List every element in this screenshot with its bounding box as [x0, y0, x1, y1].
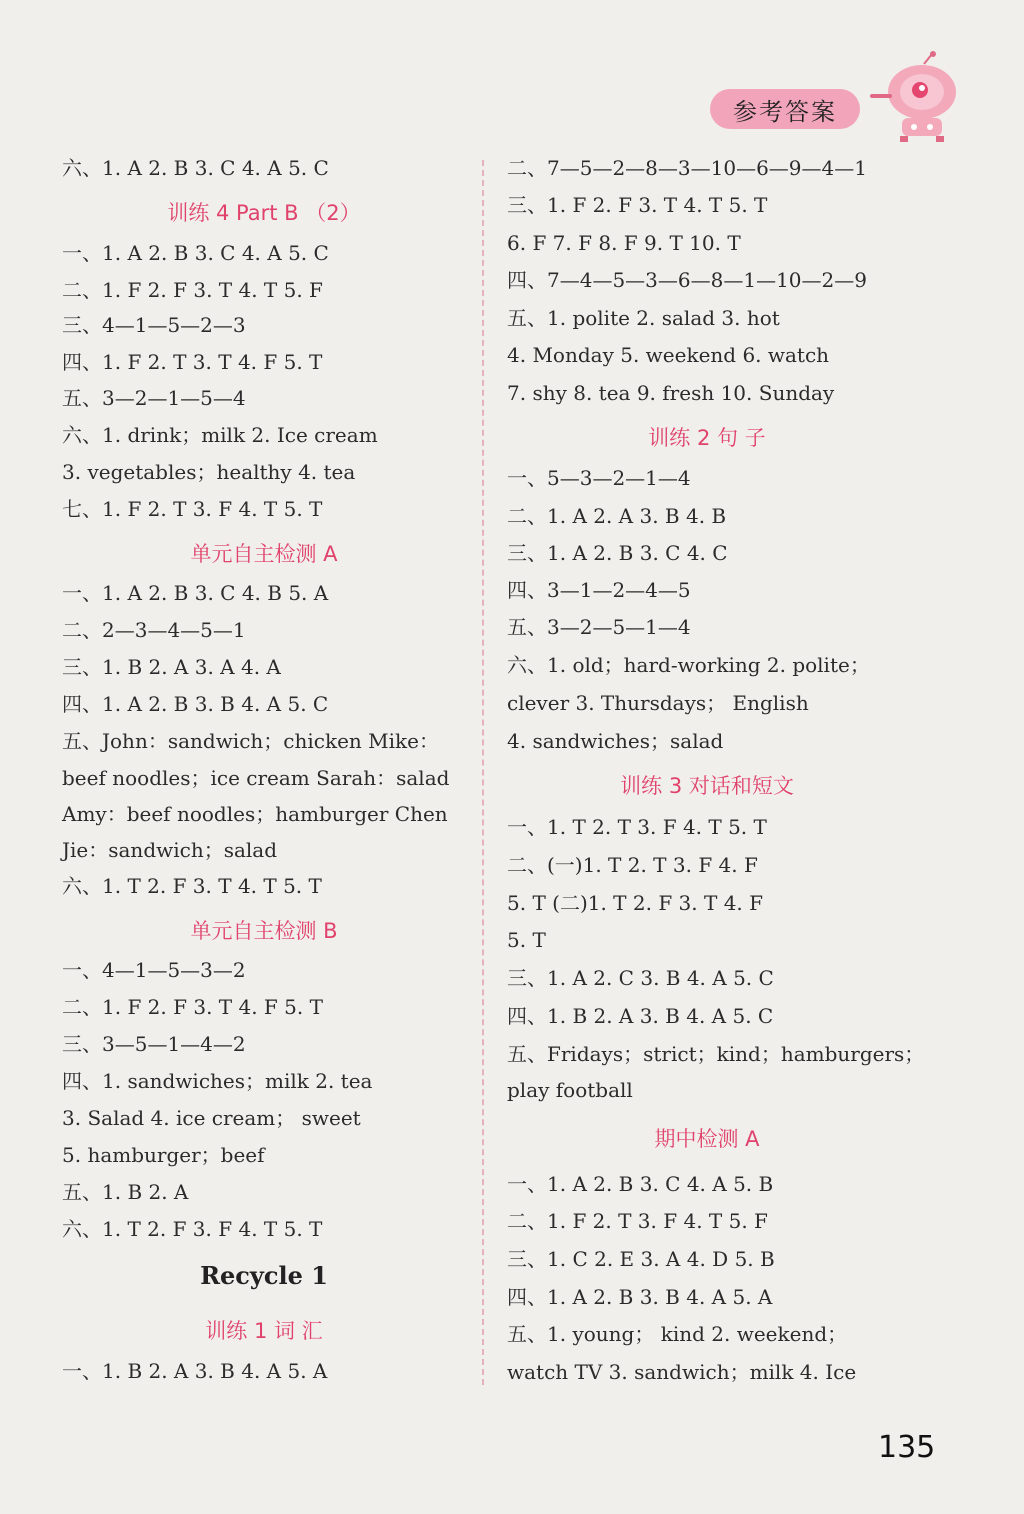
- section-heading: 期中检测 A: [654, 1127, 760, 1151]
- answer-line: 一、1. T 2. T 3. F 4. T 5. T: [507, 815, 767, 839]
- answer-line: 六、1. T 2. F 3. T 4. T 5. T: [62, 874, 322, 898]
- answer-line: 二、7—5—2—8—3—10—6—9—4—1: [507, 156, 867, 180]
- answer-line: 4. Monday 5. weekend 6. watch: [507, 343, 830, 367]
- answer-line: play football: [507, 1078, 633, 1102]
- section-heading: 训练 1 词 汇: [205, 1319, 323, 1343]
- section-heading: 训练 2 句 子: [648, 426, 766, 450]
- answer-line: 六、1. A 2. B 3. C 4. A 5. C: [62, 156, 329, 180]
- answer-line: 六、1. T 2. F 3. F 4. T 5. T: [62, 1217, 323, 1241]
- answer-line: Amy：beef noodles；hamburger Chen: [62, 802, 448, 826]
- answer-line: 四、1. sandwiches；milk 2. tea: [62, 1069, 373, 1093]
- answer-line: 一、1. A 2. B 3. C 4. B 5. A: [62, 581, 329, 605]
- answers-badge: 参考答案: [710, 89, 860, 129]
- answer-line: 五、Fridays；strict；kind；hamburgers；: [507, 1042, 925, 1066]
- answer-line: 三、1. A 2. C 3. B 4. A 5. C: [507, 966, 774, 990]
- answer-line: 五、1. B 2. A: [62, 1180, 189, 1204]
- column-divider: [482, 160, 484, 1385]
- answer-line: 四、1. B 2. A 3. B 4. A 5. C: [507, 1004, 774, 1028]
- answer-line: 四、1. A 2. B 3. B 4. A 5. A: [507, 1285, 773, 1309]
- answer-line: 四、3—1—2—4—5: [507, 578, 691, 602]
- answer-line: 4. sandwiches；salad: [507, 729, 724, 753]
- answer-line: 二、(一)1. T 2. T 3. F 4. F: [507, 853, 758, 877]
- answer-line: 6. F 7. F 8. F 9. T 10. T: [507, 231, 741, 255]
- answer-line: 7. shy 8. tea 9. fresh 10. Sunday: [507, 381, 835, 405]
- robot-mascot-icon: [862, 50, 972, 145]
- answer-line: 5. T: [507, 928, 546, 952]
- answer-line: 四、1. A 2. B 3. B 4. A 5. C: [62, 692, 329, 716]
- answer-line: 五、3—2—1—5—4: [62, 386, 246, 410]
- answer-line: beef noodles；ice cream Sarah：salad: [62, 766, 450, 790]
- answer-line: 二、1. F 2. F 3. T 4. F 5. T: [62, 995, 323, 1019]
- answer-line: 三、1. A 2. B 3. C 4. C: [507, 541, 728, 565]
- answer-line: 六、1. drink；milk 2. Ice cream: [62, 423, 378, 447]
- answer-line: 四、7—4—5—3—6—8—1—10—2—9: [507, 268, 867, 292]
- answer-line: 五、John：sandwich；chicken Mike：: [62, 729, 439, 753]
- answer-line: 五、1. young； kind 2. weekend；: [507, 1322, 848, 1346]
- answer-line: 一、1. B 2. A 3. B 4. A 5. A: [62, 1359, 328, 1383]
- answer-line: 六、1. old；hard-working 2. polite；: [507, 653, 870, 677]
- section-heading: 单元自主检测 B: [190, 919, 338, 943]
- answer-line: 一、4—1—5—3—2: [62, 958, 246, 982]
- answer-line: 一、5—3—2—1—4: [507, 466, 691, 490]
- answer-line: Jie：sandwich；salad: [62, 838, 278, 862]
- answer-line: 二、1. F 2. T 3. F 4. T 5. F: [507, 1209, 768, 1233]
- section-heading: 训练 4 Part B （2）: [167, 201, 361, 225]
- answer-line: 二、2—3—4—5—1: [62, 618, 246, 642]
- answer-line: 五、1. polite 2. salad 3. hot: [507, 306, 780, 330]
- answer-line: 5. hamburger；beef: [62, 1143, 265, 1167]
- section-heading: 训练 3 对话和短文: [620, 774, 794, 798]
- answer-line: 三、1. F 2. F 3. T 4. T 5. T: [507, 193, 768, 217]
- answer-line: 三、1. C 2. E 3. A 4. D 5. B: [507, 1247, 775, 1271]
- answer-line: watch TV 3. sandwich；milk 4. Ice: [507, 1360, 857, 1384]
- answer-line: 一、1. A 2. B 3. C 4. A 5. C: [62, 241, 329, 265]
- answer-line: 三、1. B 2. A 3. A 4. A: [62, 655, 281, 679]
- answer-line: 3. Salad 4. ice cream； sweet: [62, 1106, 361, 1130]
- answer-line: 五、3—2—5—1—4: [507, 615, 691, 639]
- answer-line: 二、1. F 2. F 3. T 4. T 5. F: [62, 278, 323, 302]
- answer-line: 七、1. F 2. T 3. F 4. T 5. T: [62, 497, 323, 521]
- unit-heading: Recycle 1: [200, 1261, 328, 1290]
- answer-line: 5. T (二)1. T 2. F 3. T 4. F: [507, 891, 764, 915]
- answer-line: 二、1. A 2. A 3. B 4. B: [507, 504, 727, 528]
- section-heading: 单元自主检测 A: [190, 542, 338, 566]
- answer-line: 三、3—5—1—4—2: [62, 1032, 246, 1056]
- answer-line: 四、1. F 2. T 3. T 4. F 5. T: [62, 350, 323, 374]
- answer-line: clever 3. Thursdays； English: [507, 691, 809, 715]
- page-number: 135: [878, 1430, 936, 1465]
- answer-line: 一、1. A 2. B 3. C 4. A 5. B: [507, 1172, 774, 1196]
- answer-line: 三、4—1—5—2—3: [62, 313, 246, 337]
- answer-line: 3. vegetables；healthy 4. tea: [62, 460, 356, 484]
